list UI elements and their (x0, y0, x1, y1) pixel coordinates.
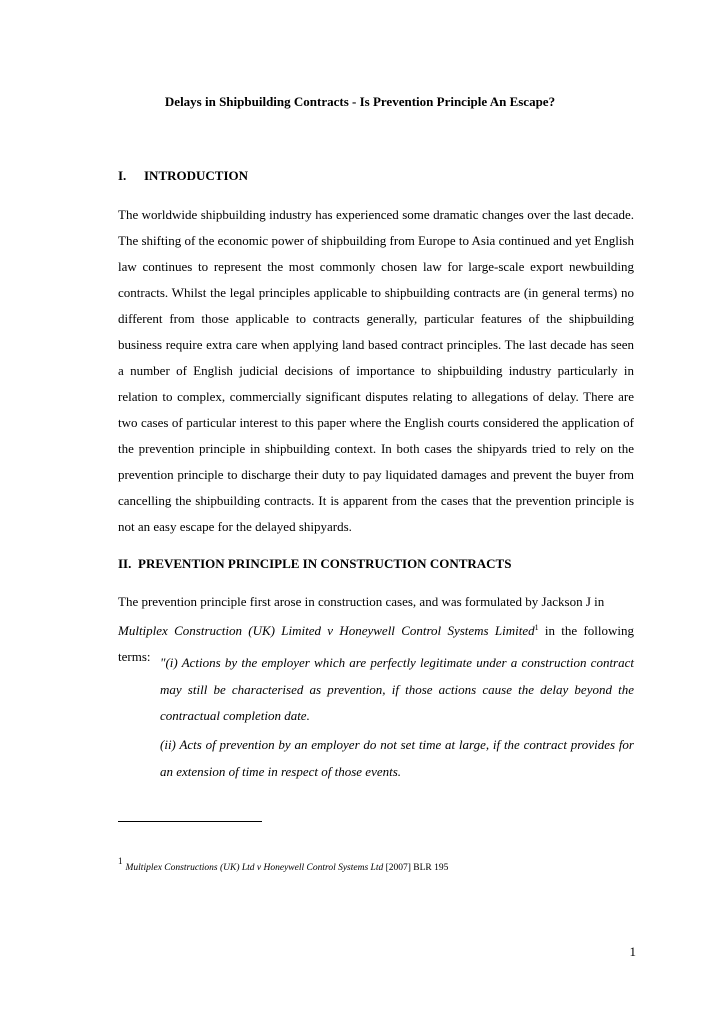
quote-item-1: "(i) Actions by the employer which are perfectly legitimate under a construction contract may still be characterised as prevention, if those actions cause the delay beyond the contractual completion date. (160, 655, 634, 723)
footnote-separator (118, 821, 262, 822)
page-number: 1 (629, 944, 636, 959)
section-title: INTRODUCTION (144, 168, 249, 183)
section-heading-introduction (118, 167, 248, 185)
footnote-reference[interactable]: 1 (534, 623, 539, 632)
document-title: Delays in Shipbuilding Contracts - Is Prevention Principle An Escape? (164, 94, 556, 109)
footnote-citation: [2007] BLR 195 (383, 863, 449, 873)
paragraph-outro-text: in the following terms: (118, 623, 634, 664)
introduction-paragraph: The worldwide shipbuilding industry has experienced some dramatic changes over the last decade. The shifting of the economic power of shipbuilding from Europe to Asia continued and yet English law continues to represent the most commonly chosen law for large-scale export newbuilding contracts. Whilst the legal principles applicable to shipbuilding contracts are (in general terms) no different from those applicable to contracts generally, particular features of the shipbuilding business require extra care when applying land based contract principles. The last decade has seen a number of English judicial decisions of importance to shipbuilding industry particularly in relation to complex, commercially significant disputes relating to allegations of delay. There are two cases of particular interest to this paper where the English courts considered the application of the prevention principle in shipbuilding context. In both cases the shipyards tried to rely on the prevention principle to discharge their duty to pay liquidated damages and prevent the buyer from cancelling the shipbuilding contracts. It is apparent from the cases that the prevention principle is not an easy escape for the delayed shipyards. (118, 207, 634, 534)
quote-item-2: (ii) Acts of prevention by an employer do not set time at large, if the contract provides for an extension of time in respect of those events. (160, 737, 634, 779)
section-heading-prevention-principle (118, 555, 511, 573)
paragraph-intro-text: The prevention principle first arose in construction cases, and was formulated by Jackson J in (118, 594, 605, 609)
case-name: Multiplex Construction (UK) Limited v Honeywell Control Systems Limited (118, 623, 535, 638)
section-title: PREVENTION PRINCIPLE IN CONSTRUCTION CONTRACTS (138, 556, 512, 571)
footnote (118, 854, 448, 875)
footnote-case: Multiplex Constructions (UK) Ltd v Honeywell Control Systems Ltd (125, 863, 384, 873)
footnote-number: 1 (118, 856, 123, 866)
section-number: II. (118, 556, 132, 571)
section-number: I. (118, 168, 127, 183)
